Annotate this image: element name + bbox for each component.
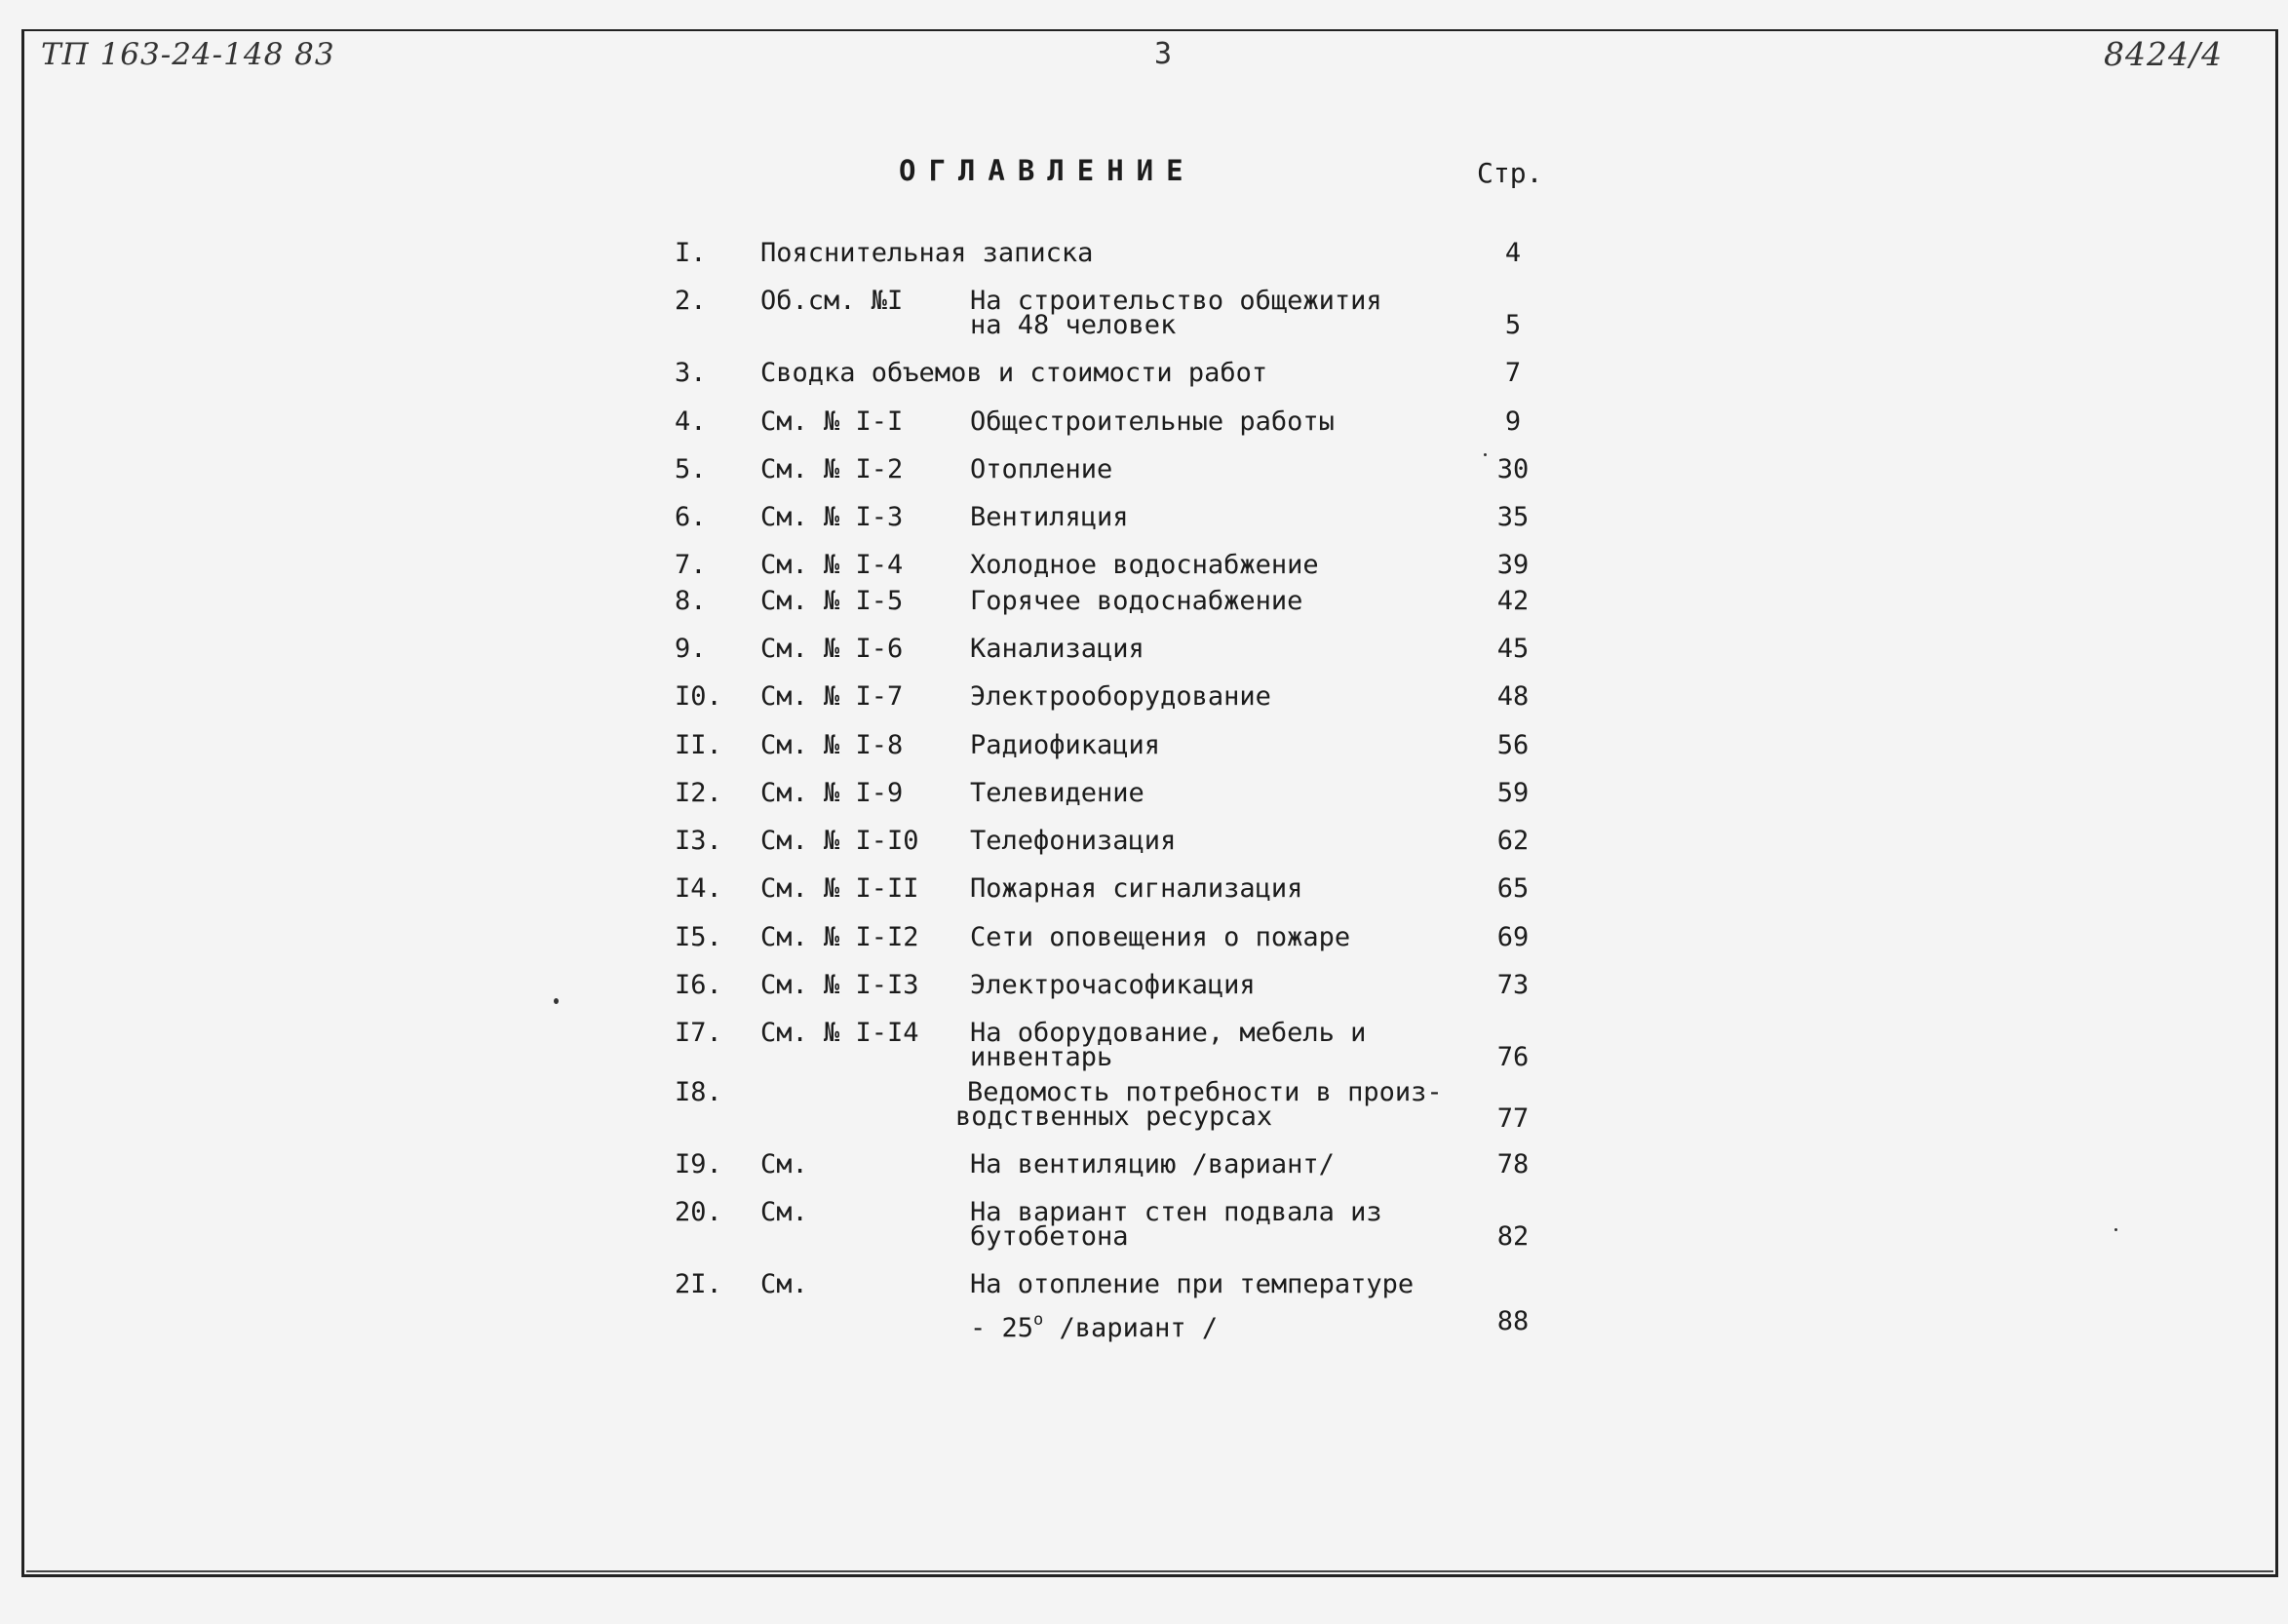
row-page: 82 bbox=[1496, 1221, 1530, 1252]
row-description bbox=[970, 1269, 1415, 1343]
row-description: Электрооборудование bbox=[970, 681, 1271, 712]
row-estimate-ref: См. № I-I3 bbox=[760, 970, 919, 1000]
row-description bbox=[970, 1018, 1367, 1072]
row-estimate-ref: См. № I-I2 bbox=[760, 922, 919, 952]
row-title: Сводка объемов и стоимости работ bbox=[760, 358, 1268, 388]
row-estimate-ref: См. № I-3 bbox=[760, 502, 904, 532]
toc-row bbox=[0, 1077, 2288, 1139]
scan-speck bbox=[2114, 1228, 2117, 1231]
row-description bbox=[955, 1077, 1443, 1132]
row-page: 35 bbox=[1496, 502, 1530, 532]
row-number: I6. bbox=[675, 970, 722, 1000]
row-number: 6. bbox=[675, 502, 707, 532]
row-estimate-ref: См. № I-I bbox=[760, 406, 904, 437]
row-number: I7. bbox=[675, 1018, 722, 1048]
row-page: 48 bbox=[1496, 681, 1530, 712]
desc-line: На вариант стен подвала из bbox=[970, 1197, 1382, 1227]
row-description bbox=[970, 286, 1382, 340]
desc-line: На оборудование, мебель и bbox=[970, 1018, 1367, 1048]
row-description: Общестроительные работы bbox=[970, 406, 1335, 437]
desc-line: водственных ресурсах bbox=[955, 1102, 1273, 1132]
desc-line: На строительство общежития bbox=[970, 286, 1382, 316]
row-estimate-ref: См. № I-8 bbox=[760, 730, 904, 760]
row-number: I5. bbox=[675, 922, 722, 952]
row-estimate-ref: См. bbox=[760, 1197, 808, 1227]
row-number: 8. bbox=[675, 586, 707, 616]
row-number: I3. bbox=[675, 826, 722, 856]
desc-line bbox=[970, 1308, 1414, 1343]
row-description: Пожарная сигнализация bbox=[970, 873, 1303, 904]
row-page: 88 bbox=[1496, 1306, 1530, 1336]
row-description: Электрочасофикация bbox=[970, 970, 1256, 1000]
variant-note: /вариант / bbox=[1059, 1313, 1219, 1343]
desc-line: На отопление при температуре bbox=[970, 1269, 1415, 1299]
row-number: 2. bbox=[675, 286, 707, 316]
row-description: Горячее водоснабжение bbox=[970, 586, 1303, 616]
toc-row bbox=[0, 1269, 2288, 1350]
row-page: 7 bbox=[1504, 358, 1522, 388]
scan-speck bbox=[554, 998, 559, 1004]
row-estimate-ref: См. № I-6 bbox=[760, 634, 904, 664]
row-number: 3. bbox=[675, 358, 707, 388]
row-page: 73 bbox=[1496, 970, 1530, 1000]
row-estimate-ref: См. № I-I0 bbox=[760, 826, 919, 856]
row-page: 69 bbox=[1496, 922, 1530, 952]
row-page: 56 bbox=[1496, 730, 1530, 760]
toc-row bbox=[0, 1018, 2288, 1079]
row-number: I0. bbox=[675, 681, 722, 712]
toc-row bbox=[0, 286, 2288, 347]
row-page: 4 bbox=[1504, 238, 1522, 268]
row-estimate-ref: См. № I-4 bbox=[760, 550, 904, 580]
row-estimate-ref: См. № I-5 bbox=[760, 586, 904, 616]
row-description bbox=[970, 1197, 1382, 1252]
row-estimate-ref: См. № I-7 bbox=[760, 681, 904, 712]
row-description: Телефонизация bbox=[970, 826, 1177, 856]
page-column-header: Стр. bbox=[1477, 157, 1543, 189]
document-code: ТП 163-24-148 83 bbox=[41, 37, 335, 72]
row-estimate-ref: См. № I-II bbox=[760, 873, 919, 904]
desc-line: на 48 человек bbox=[970, 310, 1177, 340]
row-description: Радиофикация bbox=[970, 730, 1161, 760]
row-description: На вентиляцию /вариант/ bbox=[970, 1149, 1335, 1179]
row-number: 9. bbox=[675, 634, 707, 664]
page-number: 3 bbox=[1154, 37, 1174, 71]
temperature-value: - 25 bbox=[970, 1313, 1034, 1343]
row-page: 39 bbox=[1496, 550, 1530, 580]
desc-line: инвентарь bbox=[970, 1042, 1113, 1072]
row-page: 9 bbox=[1504, 406, 1522, 437]
row-number: 5. bbox=[675, 454, 707, 484]
row-page: 76 bbox=[1496, 1042, 1530, 1072]
scan-speck bbox=[1484, 453, 1487, 456]
row-number: 7. bbox=[675, 550, 707, 580]
row-description: Отопление bbox=[970, 454, 1113, 484]
toc-title: ОГЛАВЛЕНИЕ bbox=[899, 154, 1196, 187]
toc-row bbox=[0, 1197, 2288, 1258]
row-page: 42 bbox=[1496, 586, 1530, 616]
row-page: 30 bbox=[1496, 454, 1530, 484]
desc-line: Ведомость потребности в произ- bbox=[967, 1077, 1443, 1107]
row-number: I4. bbox=[675, 873, 722, 904]
row-page: 77 bbox=[1496, 1103, 1530, 1134]
row-number: 2I. bbox=[675, 1269, 722, 1299]
row-estimate-ref: Об.см. №I bbox=[760, 286, 904, 316]
row-description: Холодное водоснабжение bbox=[970, 550, 1319, 580]
row-estimate-ref: См. № I-I4 bbox=[760, 1018, 919, 1048]
sheet-identifier: 8424/4 bbox=[2104, 35, 2224, 73]
row-number: I2. bbox=[675, 778, 722, 808]
row-number: I8. bbox=[675, 1077, 722, 1107]
row-number: 4. bbox=[675, 406, 707, 437]
row-number: I9. bbox=[675, 1149, 722, 1179]
row-description: Телевидение bbox=[970, 778, 1144, 808]
row-number: 20. bbox=[675, 1197, 722, 1227]
row-title: Пояснительная записка bbox=[760, 238, 1094, 268]
row-page: 5 bbox=[1504, 310, 1522, 340]
row-description: Канализация bbox=[970, 634, 1144, 664]
row-estimate-ref: См. bbox=[760, 1149, 808, 1179]
row-page: 62 bbox=[1496, 826, 1530, 856]
row-page: 45 bbox=[1496, 634, 1530, 664]
row-page: 65 bbox=[1496, 873, 1530, 904]
desc-line: бутобетона bbox=[970, 1221, 1129, 1252]
row-page: 59 bbox=[1496, 778, 1530, 808]
degree-mark: о bbox=[1033, 1310, 1044, 1330]
row-estimate-ref: См. № I-2 bbox=[760, 454, 904, 484]
row-page: 78 bbox=[1496, 1149, 1530, 1179]
row-number: II. bbox=[675, 730, 722, 760]
row-description: Сети оповещения о пожаре bbox=[970, 922, 1351, 952]
row-estimate-ref: См. bbox=[760, 1269, 808, 1299]
row-number: I. bbox=[675, 238, 707, 268]
row-estimate-ref: См. № I-9 bbox=[760, 778, 904, 808]
row-description: Вентиляция bbox=[970, 502, 1129, 532]
